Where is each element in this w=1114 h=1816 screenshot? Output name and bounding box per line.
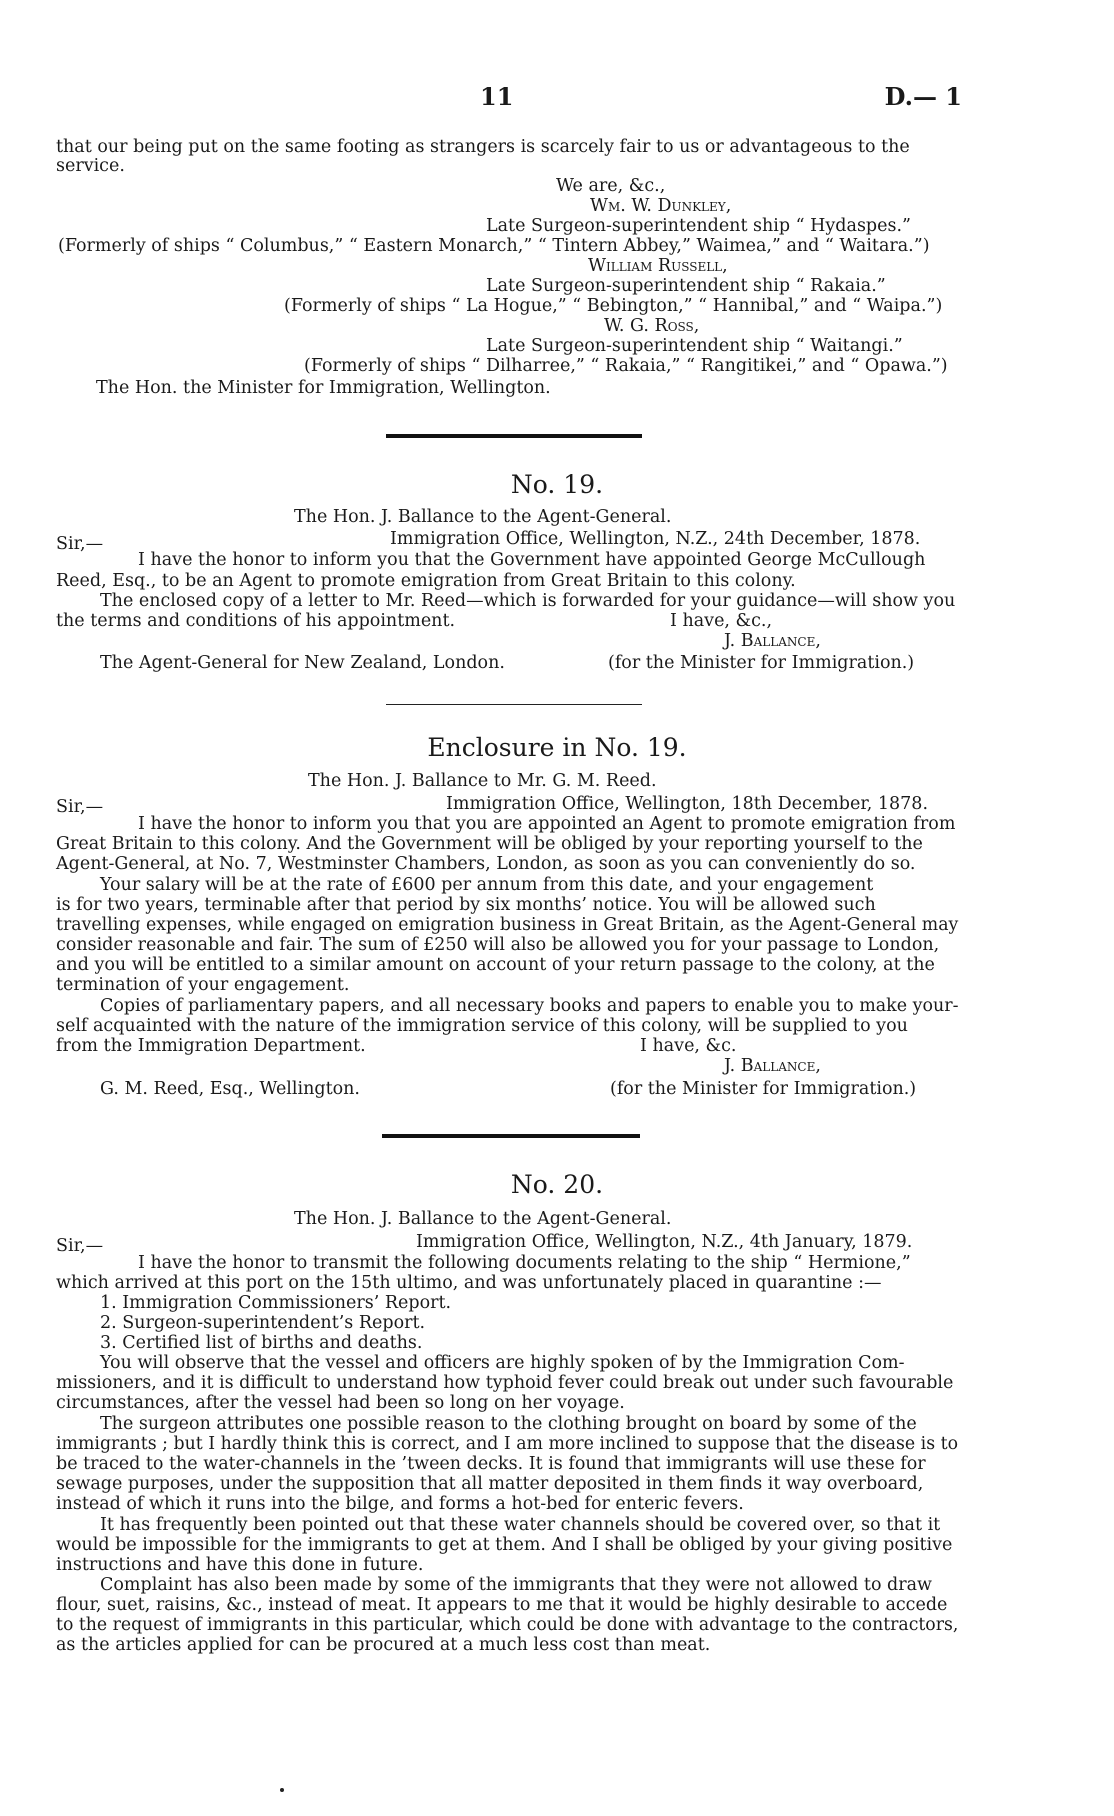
signature-name: J. Ballance,: [724, 631, 821, 651]
body-line: The surgeon attributes one possible reason to the clothing brought on board by some of the: [100, 1414, 917, 1434]
letter-title: The Hon. J. Ballance to Mr. G. M. Reed.: [308, 771, 657, 791]
body-line: that our being put on the same footing as strangers is scarcely fair to us or advantageous to the: [56, 137, 910, 157]
body-line: termination of your engagement.: [56, 975, 350, 995]
signature-role: Late Surgeon-superintendent ship “ Rakaia.”: [486, 276, 886, 296]
addressee: The Agent-General for New Zealand, London.: [100, 653, 505, 673]
signature-former-ships: (Formerly of ships “ La Hogue,” “ Bebington,” “ Hannibal,” and “ Waipa.”): [284, 296, 943, 316]
dateline: Immigration Office, Wellington, 18th December, 1878.: [446, 794, 929, 814]
body-line: immigrants ; but I hardly think this is correct, and I am more inclined to suppose that the disease is to: [56, 1434, 959, 1454]
signature-name: W. G. Ross,: [604, 316, 700, 336]
body-line: The enclosed copy of a letter to Mr. Reed—which is forwarded for your guidance—will show you: [100, 591, 956, 611]
body-line: Copies of parliamentary papers, and all necessary books and papers to enable you to make your-: [100, 996, 959, 1016]
body-line: instead of which it runs into the bilge, and forms a hot-bed for enteric fevers.: [56, 1494, 744, 1514]
body-line: Great Britain to this colony. And the Government will be obliged by your reporting yourself to the: [56, 834, 923, 854]
salutation: Sir,—: [56, 534, 104, 554]
closing: I have, &c.,: [670, 611, 773, 631]
section-divider: [382, 1134, 640, 1138]
body-line: is for two years, terminable after that period by six months’ notice. You will be allowed such: [56, 895, 876, 915]
ink-speck: [280, 1788, 284, 1792]
body-line: the terms and conditions of his appointment.: [56, 611, 456, 631]
body-line: Agent-General, at No. 7, Westminster Chambers, London, as soon as you can conveniently do so.: [56, 854, 916, 874]
list-item: 3. Certified list of births and deaths.: [100, 1333, 423, 1353]
section-divider: [386, 434, 642, 438]
body-line: I have the honor to inform you that you are appointed an Agent to promote emigration from: [138, 814, 956, 834]
for-minister: (for the Minister for Immigration.): [610, 1079, 917, 1099]
list-item: 1. Immigration Commissioners’ Report.: [100, 1293, 452, 1313]
for-minister: (for the Minister for Immigration.): [608, 653, 915, 673]
section-heading: No. 20.: [510, 1170, 604, 1199]
body-line: consider reasonable and fair. The sum of £250 will also be allowed you for your passage to London,: [56, 935, 940, 955]
body-line: travelling expenses, while engaged on emigration business in Great Britain, as the Agent-General may: [56, 915, 959, 935]
body-line: instructions and have this done in future.: [56, 1555, 424, 1575]
body-line: which arrived at this port on the 15th ultimo, and was unfortunately placed in quarantine :—: [56, 1273, 882, 1293]
section-divider: [386, 704, 642, 705]
section-heading: No. 19.: [510, 470, 604, 499]
signature-name: William Russell,: [588, 256, 728, 276]
signature-role: Late Surgeon-superintendent ship “ Hydaspes.”: [486, 216, 911, 236]
body-line: self acquainted with the nature of the immigration service of this colony, will be supplied to you: [56, 1016, 908, 1036]
letter-title: The Hon. J. Ballance to the Agent-General.: [294, 507, 672, 527]
body-line: and you will be entitled to a similar amount on account of your return passage to the colony, at the: [56, 955, 935, 975]
body-line: circumstances, after the vessel had been so long on her voyage.: [56, 1393, 625, 1413]
body-line: from the Immigration Department.: [56, 1036, 366, 1056]
signature-former-ships: (Formerly of ships “ Dilharree,” “ Rakaia,” “ Rangitikei,” and “ Opawa.”): [304, 356, 948, 376]
body-line: be traced to the water-channels in the ’tween decks. It is found that immigrants will use these for: [56, 1454, 926, 1474]
addressee: The Hon. the Minister for Immigration, Wellington.: [96, 378, 551, 398]
body-line: You will observe that the vessel and officers are highly spoken of by the Immigration Com-: [100, 1353, 905, 1373]
body-line: flour, suet, raisins, &c., instead of meat. It appears to me that it would be highly desirable to accede: [56, 1595, 948, 1615]
body-line: Complaint has also been made by some of the immigrants that they were not allowed to draw: [100, 1575, 933, 1595]
addressee: G. M. Reed, Esq., Wellington.: [100, 1079, 360, 1099]
body-line: to the request of immigrants in this particular, which could be done with advantage to the contractors,: [56, 1615, 959, 1635]
body-line: service.: [56, 156, 125, 176]
closing: I have, &c.: [640, 1036, 737, 1056]
body-line: I have the honor to inform you that the Government have appointed George McCullough: [138, 550, 926, 570]
document-reference: D.— 1: [884, 82, 962, 111]
salutation: Sir,—: [56, 797, 104, 817]
body-line: sewage purposes, under the supposition that all matter deposited in them finds it way overboard,: [56, 1474, 924, 1494]
signature-name: J. Ballance,: [724, 1056, 821, 1076]
signature-role: Late Surgeon-superintendent ship “ Waitangi.”: [486, 336, 903, 356]
signature-name: Wm. W. Dunkley,: [590, 196, 732, 216]
body-line: missioners, and it is difficult to understand how typhoid fever could break out under such favourable: [56, 1373, 954, 1393]
page-number: 11: [480, 82, 514, 111]
body-line: would be impossible for the immigrants to get at them. And I shall be obliged by your giving positive: [56, 1535, 953, 1555]
section-heading: Enclosure in No. 19.: [427, 733, 687, 762]
signature-former-ships: (Formerly of ships “ Columbus,” “ Eastern Monarch,” “ Tintern Abbey,” Waimea,” and “ Waitara.”): [58, 236, 930, 256]
dateline: Immigration Office, Wellington, N.Z., 4th January, 1879.: [416, 1232, 913, 1252]
dateline: Immigration Office, Wellington, N.Z., 24th December, 1878.: [390, 529, 921, 549]
letter-title: The Hon. J. Ballance to the Agent-General.: [294, 1209, 672, 1229]
closing: We are, &c.,: [556, 176, 666, 196]
body-line: I have the honor to transmit the following documents relating to the ship “ Hermione,”: [138, 1253, 911, 1273]
body-line: Your salary will be at the rate of £600 per annum from this date, and your engagement: [100, 875, 874, 895]
body-line: It has frequently been pointed out that these water channels should be covered over, so that it: [100, 1515, 941, 1535]
salutation: Sir,—: [56, 1236, 104, 1256]
list-item: 2. Surgeon-superintendent’s Report.: [100, 1313, 426, 1333]
body-line: Reed, Esq., to be an Agent to promote emigration from Great Britain to this colony.: [56, 571, 796, 591]
body-line: as the articles applied for can be procured at a much less cost than meat.: [56, 1635, 711, 1655]
